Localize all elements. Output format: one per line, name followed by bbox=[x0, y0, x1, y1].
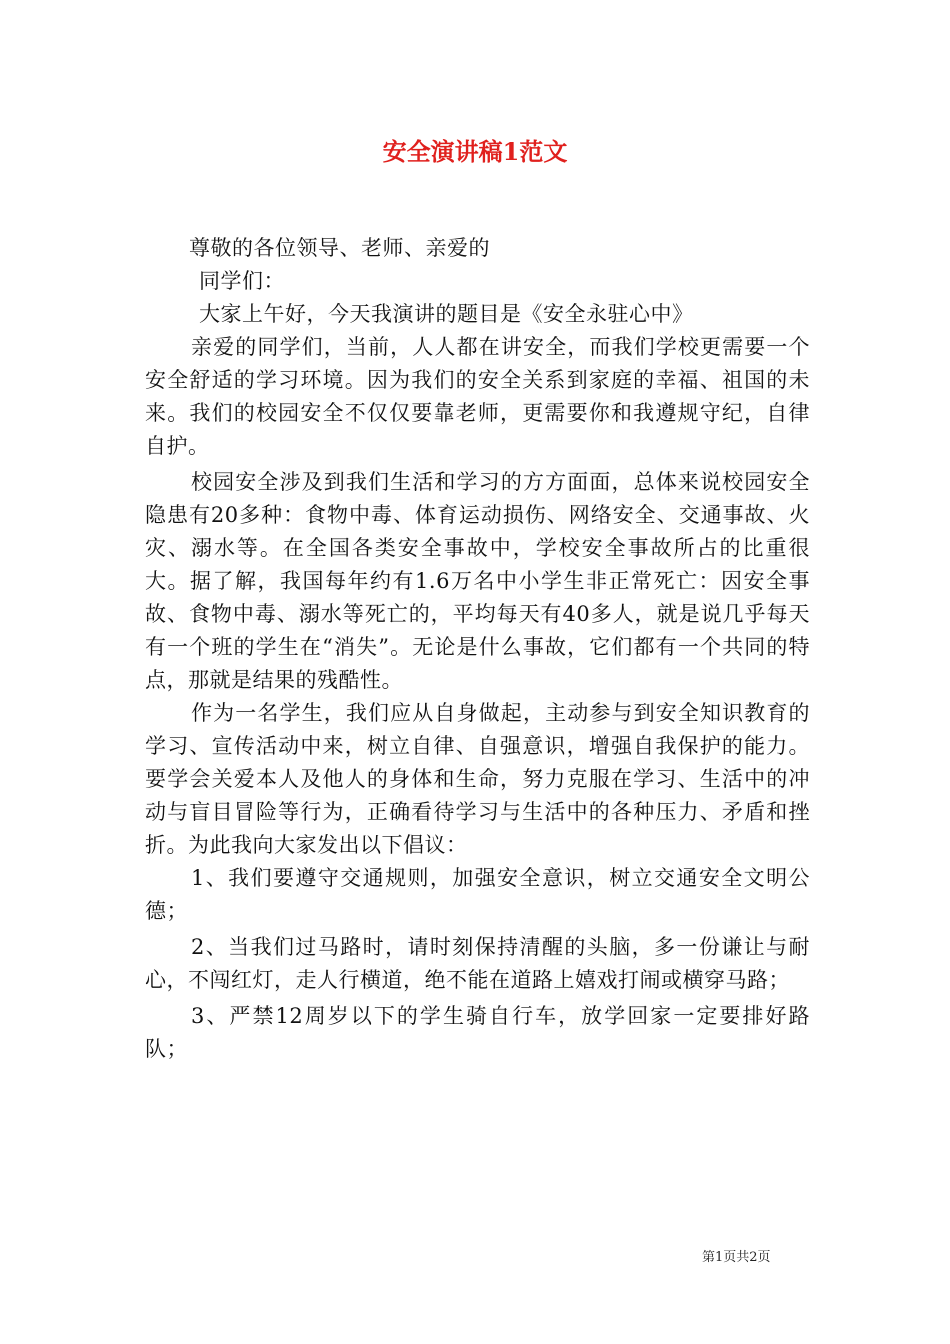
list-item: 3、严禁12周岁以下的学生骑自行车，放学回家一定要排好路队； bbox=[145, 1004, 810, 1061]
page-indicator: 第1页共2页 bbox=[702, 1250, 771, 1265]
paragraph: 校园安全涉及到我们生活和学习的方方面面，总体来说校园安全隐患有20多种：食物中毒、体育运动损伤、网络安全、交通事故、火灾、溺水等。在全国各类安全事故中，学校安全事故所占的比重很大。据了解，我国每年约有1.6万名中小学生非正常死亡：因安全事故、食物中毒、溺水等死亡的，平均每天有40多人，就是说几乎每天有一个班的学生在“消失”。无论是什么事故，它们都有一个共同的特点，那就是结果的残酷性。 bbox=[145, 470, 810, 692]
paragraph: 亲爱的同学们，当前，人人都在讲安全，而我们学校更需要一个安全舒适的学习环境。因为我们的安全关系到家庭的幸福、祖国的未来。我们的校园安全不仅仅要靠老师，更需要你和我遵规守纪，自律自护。 bbox=[145, 335, 810, 458]
list-item: 1、我们要遵守交通规则，加强安全意识，树立交通安全文明公德； bbox=[145, 866, 810, 923]
paragraph: 作为一名学生，我们应从自身做起，主动参与到安全知识教育的学习、宣传活动中来，树立自律、自强意识，增强自我保护的能力。要学会关爱本人及他人的身体和生命，努力克服在学习、生活中的冲动与盲目冒险等行为，正确看待学习与生活中的各种压力、矛盾和挫折。为此我向大家发出以下倡议： bbox=[145, 701, 810, 857]
salutation-line-1: 尊敬的各位领导、老师、亲爱的 bbox=[189, 236, 490, 260]
paragraph-greeting: 大家上午好，今天我演讲的题目是《安全永驻心中》 bbox=[199, 302, 694, 326]
page-title: 安全演讲稿1范文 bbox=[382, 137, 568, 166]
document-body bbox=[145, 232, 810, 1066]
salutation-line-2: 同学们： bbox=[199, 269, 285, 293]
list-item: 2、当我们过马路时，请时刻保持清醒的头脑，多一份谦让与耐心，不闯红灯，走人行横道，绝不能在道路上嬉戏打闹或横穿马路； bbox=[145, 935, 810, 992]
